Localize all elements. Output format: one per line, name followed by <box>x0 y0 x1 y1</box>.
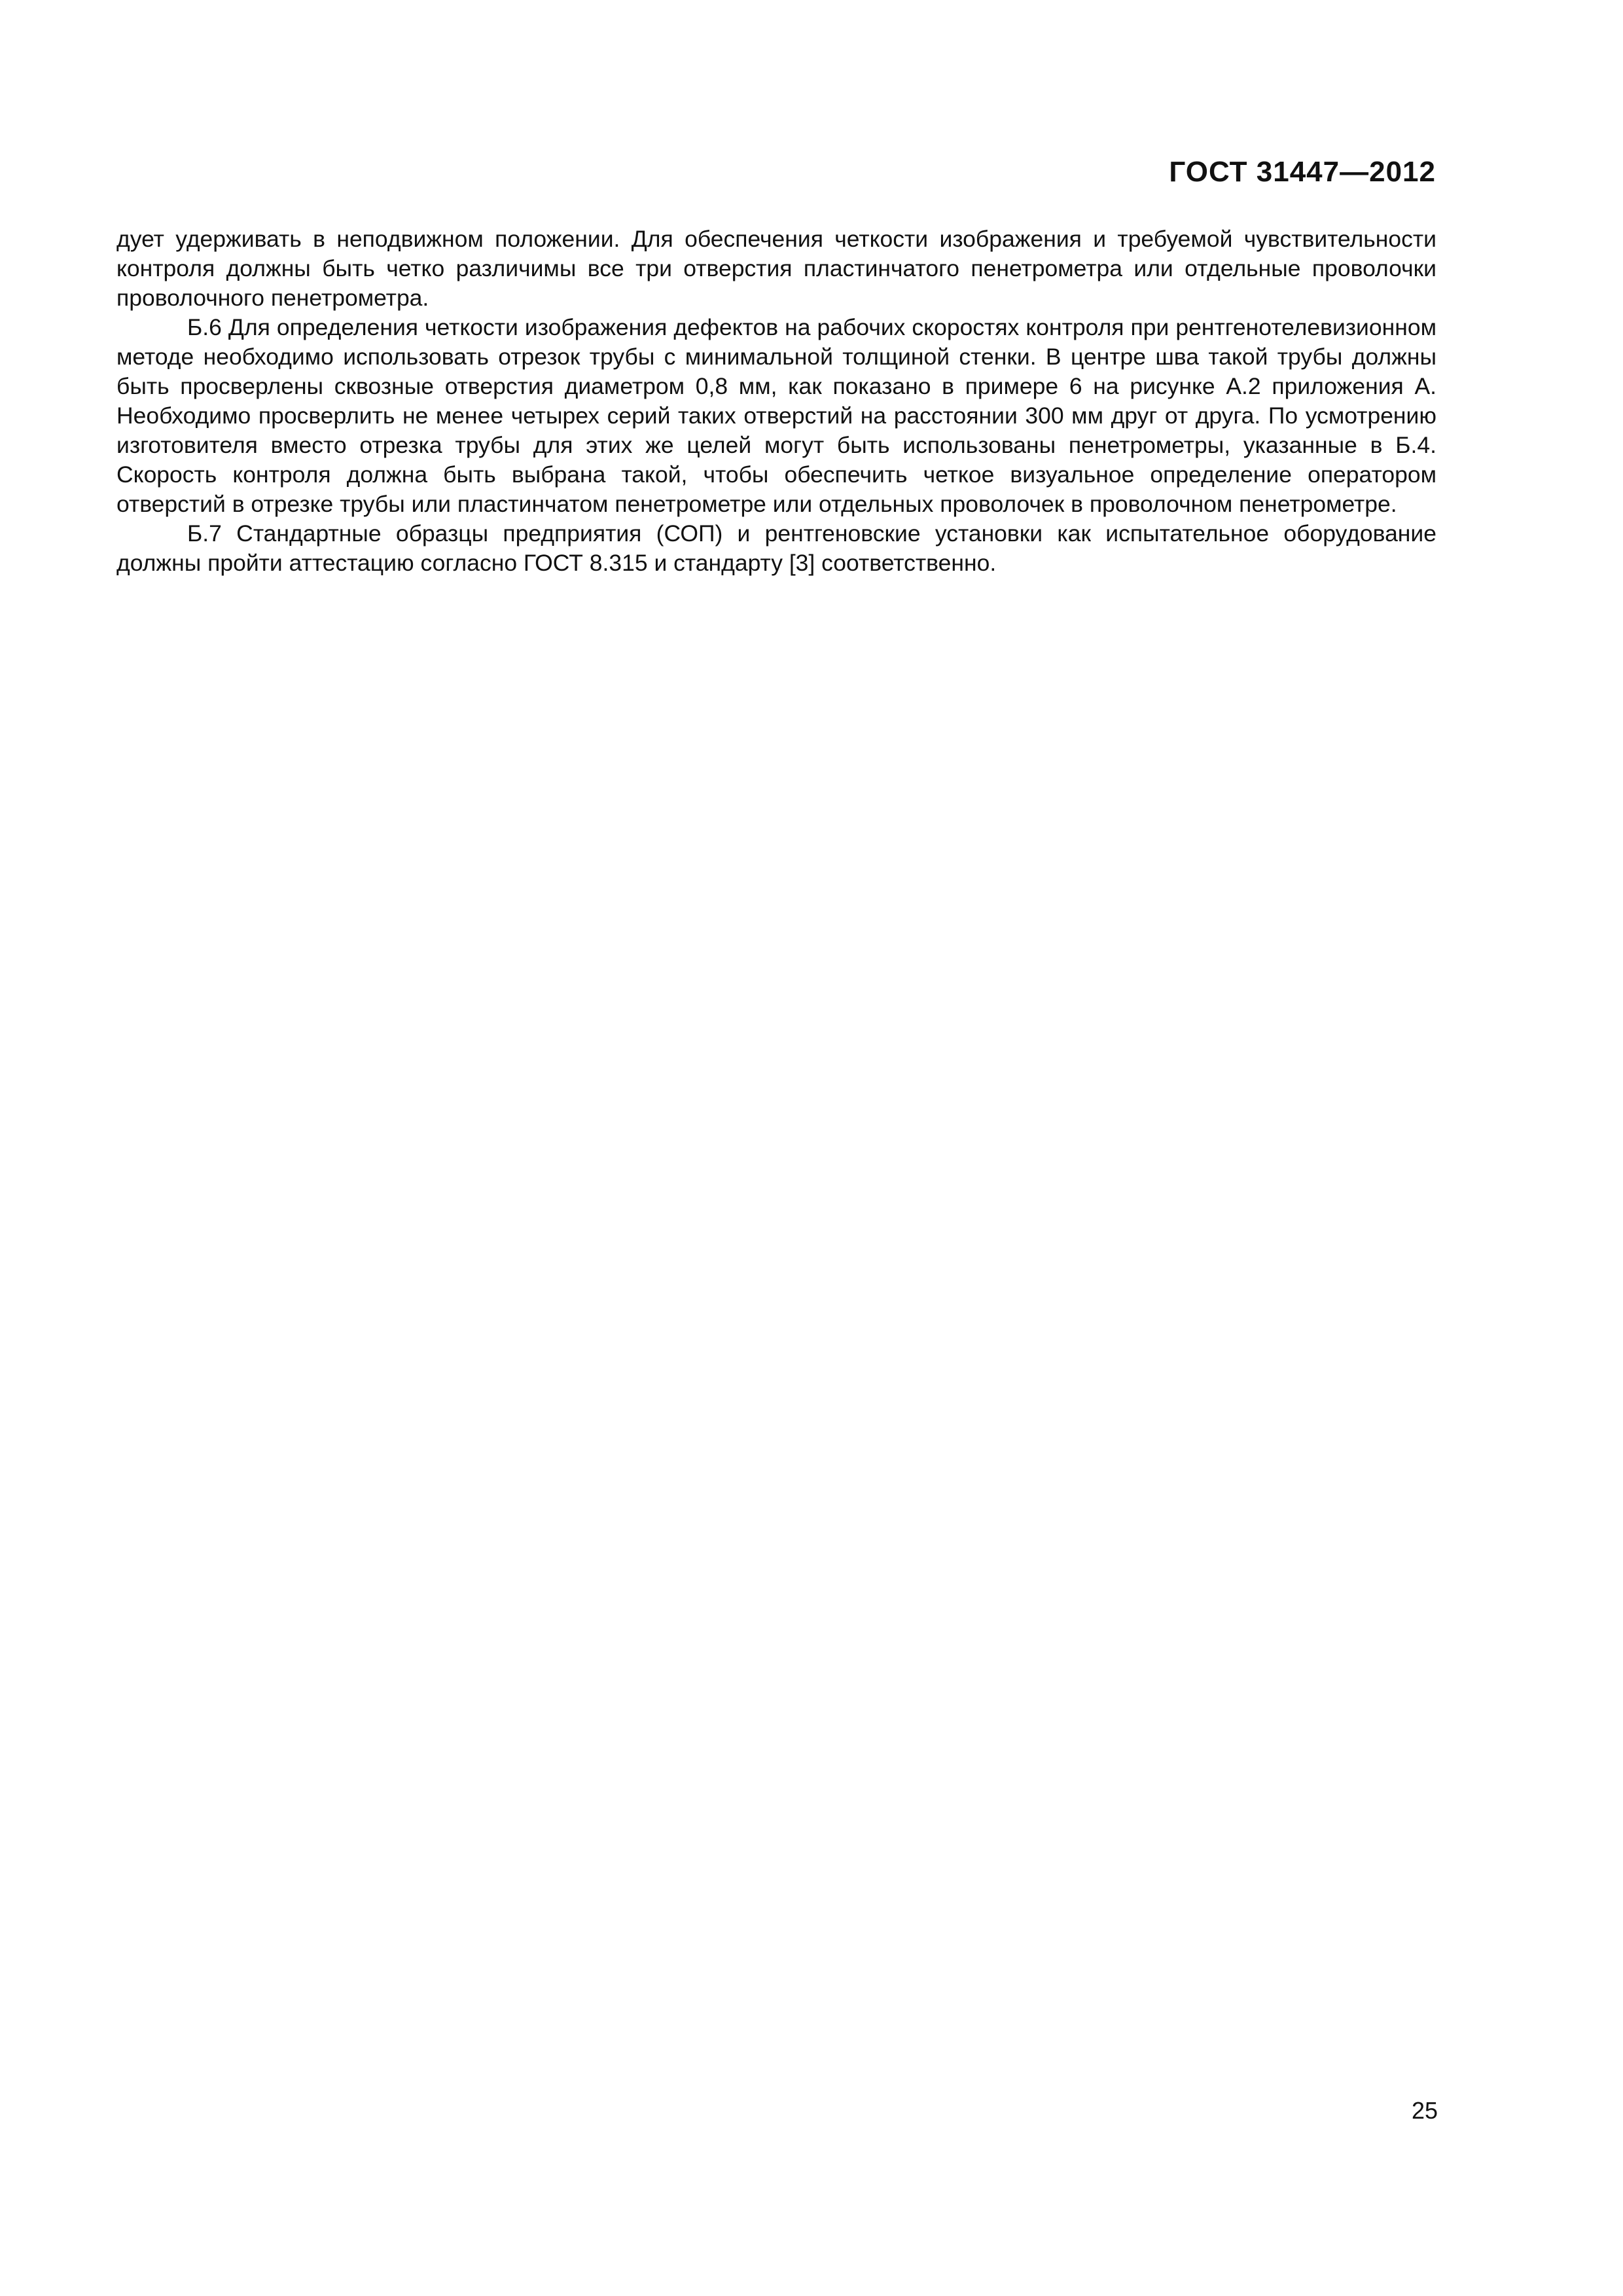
paragraph-continuation: дует удерживать в неподвижном положении. Для обеспечения четкости изображения и требуемой чувствительности контроля должны быть четко различимы все три отверстия пластинчатого пенетрометра или отдельные проволочки проволочного пенетрометра. <box>116 226 1436 311</box>
paragraph-b6: Б.6 Для определения четкости изображения дефектов на рабочих скоростях контроля при рентгенотелевизионном методе необходимо использовать отрезок трубы с минимальной толщиной стенки. В центре шва такой трубы должны быть просверлены сквозные отверстия диаметром 0,8 мм, как показано в примере 6 на рисунке А.2 приложения А. Необходимо просверлить не менее четырех серий таких отверстий на расстоянии 300 мм друг от друга. По усмотрению изготовителя вместо отрезка трубы для этих же целей могут быть использованы пенетрометры, указанные в Б.4. Скорость контроля должна быть выбрана такой, чтобы обеспечить четкое визуальное определение оператором отверстий в отрезке трубы или пластинчатом пенетрометре или отдельных проволочек в проволочном пенетрометре. <box>116 314 1436 517</box>
page-number: 25 <box>1411 2097 1438 2124</box>
paragraph-b7: Б.7 Стандартные образцы предприятия (СОП) и рентгеновские установки как испытательное оборудование должны пройти аттестацию согласно ГОСТ 8.315 и стандарту [3] соответственно. <box>116 520 1436 576</box>
document-code-header: ГОСТ 31447—2012 <box>1169 156 1436 188</box>
document-body <box>116 224 1436 578</box>
